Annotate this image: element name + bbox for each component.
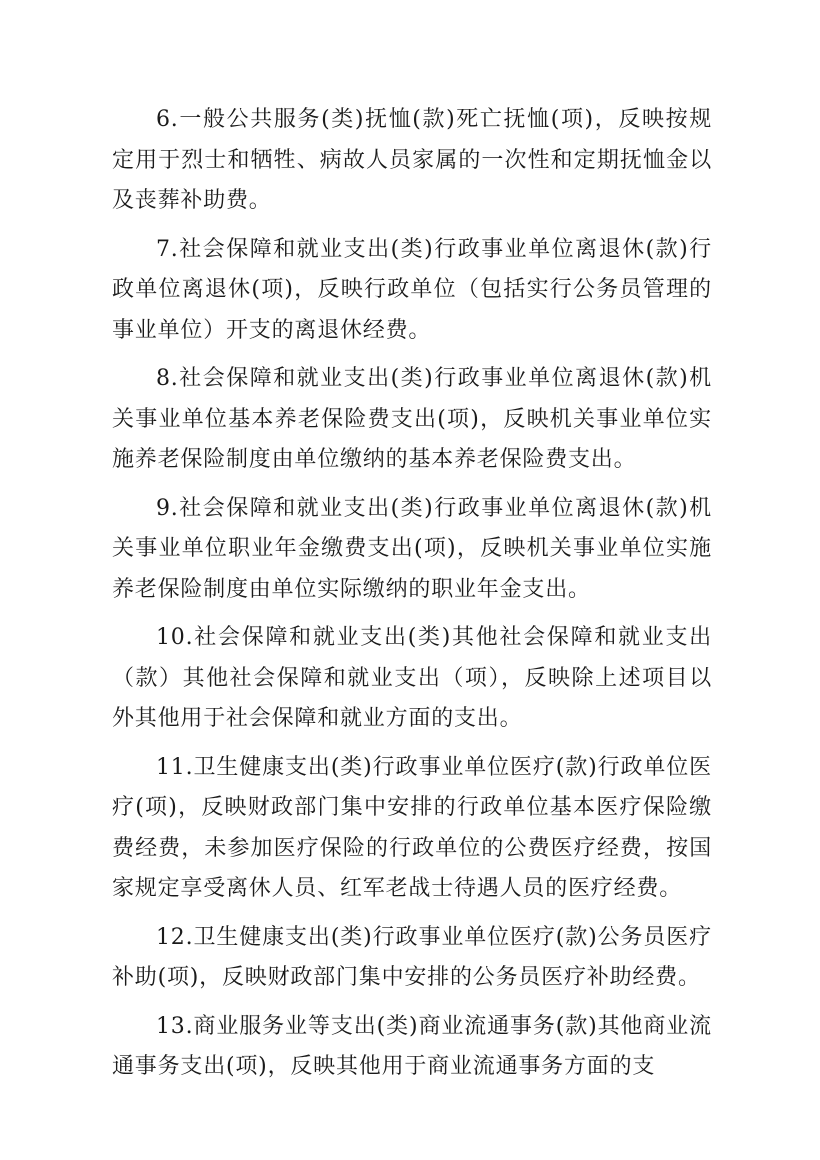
- paragraph-item-6: 6.一般公共服务(类)抚恤(款)死亡抚恤(项)，反映按规定用于烈士和牺牲、病故人员家属的一次性和定期抚恤金以及丧葬补助费。: [112, 107, 712, 213]
- paragraph-item-7: 7.社会保障和就业支出(类)行政事业单位离退休(款)行政单位离退休(项)，反映行政单位（包括实行公务员管理的事业单位）开支的离退休经费。: [112, 236, 712, 343]
- paragraph-item-12: 12.卫生健康支出(类)行政事业单位医疗(款)公务员医疗补助(项)，反映财政部门集中安排的公务员医疗补助经费。: [112, 924, 712, 990]
- paragraph-item-8: 8.社会保障和就业支出(类)行政事业单位离退休(款)机关事业单位基本养老保险费支出(项)，反映机关事业单位实施养老保险制度由单位缴纳的基本养老保险费支出。: [112, 366, 712, 472]
- paragraph-item-11: 11.卫生健康支出(类)行政事业单位医疗(款)行政单位医疗(项)，反映财政部门集中安排的行政单位基本医疗保险缴费经费，未参加医疗保险的行政单位的公费医疗经费，按国家规定享受离休人员、红军老战士待遇人员的医疗经费。: [112, 754, 712, 901]
- document-body: [112, 100, 712, 1088]
- paragraph-item-9: 9.社会保障和就业支出(类)行政事业单位离退休(款)机关事业单位职业年金缴费支出(项)，反映机关事业单位实施养老保险制度由单位实际缴纳的职业年金支出。: [112, 495, 712, 602]
- paragraph-item-13: 13.商业服务业等支出(类)商业流通事务(款)其他商业流通事务支出(项)，反映其他用于商业流通事务方面的支: [112, 1013, 712, 1079]
- paragraph-item-10: 10.社会保障和就业支出(类)其他社会保障和就业支出（款）其他社会保障和就业支出（项），反映除上述项目以外其他用于社会保障和就业方面的支出。: [112, 625, 712, 731]
